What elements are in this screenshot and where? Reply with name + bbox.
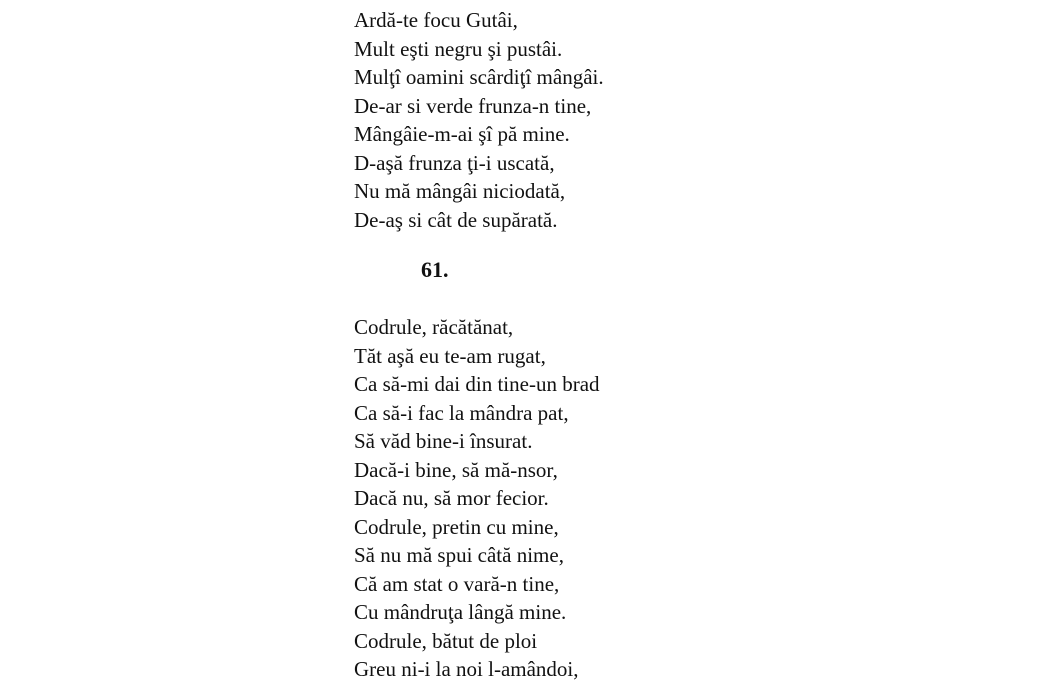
poem-line: De-ar si verde frunza-n tine, xyxy=(354,93,592,118)
poem-line: Nu mă mângâi niciodată, xyxy=(354,179,566,203)
poem-line: Dacă-i bine, să mă-nsor, xyxy=(354,457,558,482)
poem-line: Mângâie-m-ai şî pă mine. xyxy=(354,122,570,146)
poem-line: Codrule, bătut de ploi xyxy=(354,628,538,653)
poem-line: D-aşă frunza ţi-i uscată, xyxy=(354,150,555,175)
document-page xyxy=(354,0,1034,681)
poem-line: Mult eşti negru şi pustâi. xyxy=(354,36,563,61)
poem-line: Ca să-i fac la mândra pat, xyxy=(354,400,569,425)
poem-line: Tăt aşă eu te-am rugat, xyxy=(354,343,546,368)
stanza-poem-61 xyxy=(354,313,600,684)
poem-line: Codrule, răcătănat, xyxy=(354,315,514,339)
poem-line: Să nu mă spui câtă nime, xyxy=(354,543,564,567)
poem-line: Să văd bine-i însurat. xyxy=(354,429,533,453)
poem-line: De-aş si cât de supărată. xyxy=(354,207,558,232)
poem-line: Ardă-te focu Gutâi, xyxy=(354,8,518,32)
poem-line: Greu ni-i la noi l-amândoi, xyxy=(354,657,579,681)
poem-line: Codrule, pretin cu mine, xyxy=(354,514,559,539)
poem-line: Cu mândruţa lângă mine. xyxy=(354,600,567,624)
poem-line: Dacă nu, să mor fecior. xyxy=(354,486,549,510)
poem-line: Ca să-mi dai din tine-un brad xyxy=(354,372,600,396)
poem-line: Că am stat o vară-n tine, xyxy=(354,571,560,596)
poem-number-heading: 61. xyxy=(421,257,449,282)
poem-line: Mulţî oamini scârdiţî mângâi. xyxy=(354,65,604,89)
stanza-previous-poem xyxy=(354,6,604,234)
